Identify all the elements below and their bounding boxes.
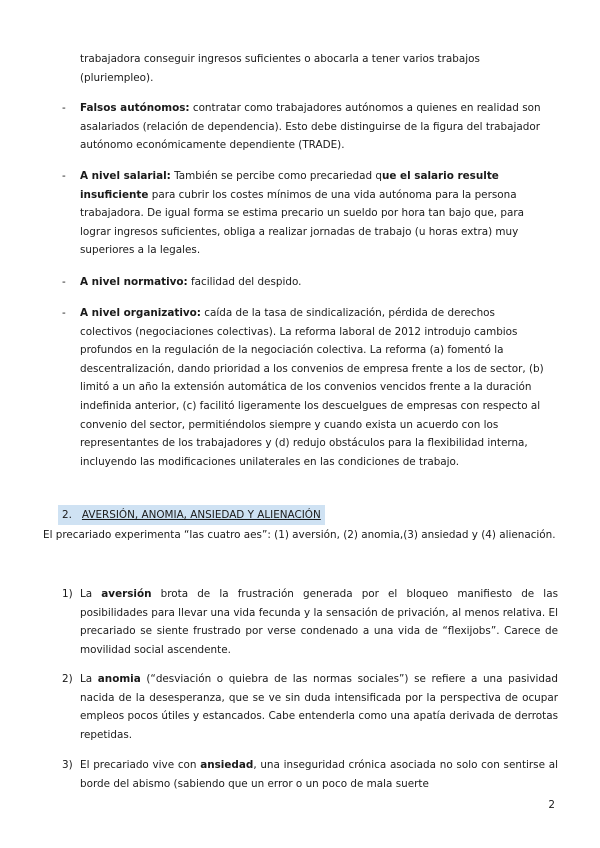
item-text: La: [80, 588, 102, 600]
section-heading: [58, 505, 325, 525]
bullet-dash: -: [62, 307, 66, 319]
item-number: 3): [62, 759, 73, 771]
bullet-nivel-normativo: [80, 273, 548, 292]
item-number: 1): [62, 588, 73, 600]
item-aversion: [80, 585, 558, 659]
item-anomia: [80, 670, 558, 744]
bullet-text: caída de la tasa de sindicalización, pérdida de derechos colectivos (negociaciones colectivas). La reforma laboral de 2012 introdujo cambios profundos en la regulación de la negociación colectiva. La reforma (a) fomentó la descentralización, dando prioridad a los convenios de empresa frente a los de sector, (b) limitó a un año la extensión automática de los convenios vencidos frente a la duración indefinida anterior, (c) facilitó ligeramente los descuelgues de empresas con respecto al convenio del sector, permitiéndolos siempre y cuando exista un acuerdo con los representantes de los trabajadores y (d) redujo obstáculos para la flexibilidad interna, incluyendo las modificaciones unilaterales en las condiciones de trabajo.: [80, 307, 544, 468]
bullet-emphasis: ue el salario resulte insuficiente: [80, 170, 499, 201]
bullet-text: También se percibe como precariedad q: [170, 170, 382, 182]
page-number: 2: [548, 799, 555, 811]
bullet-text: para cubrir los costes mínimos de una vida autónoma para la persona trabajadora. De igual forma se estima precario un sueldo por hora tan bajo que, para lograr ingresos suficientes, obliga a realizar jornadas de trabajo (u horas extra) muy superiores a la legales.: [80, 188, 524, 257]
item-text: (“desviación o quiebra de las normas sociales”) se refiere a una pasividad nacida de la desesperanza, que se ve sin duda intensificada por la perspectiva de ocupar empleos pocos útiles y estancados. Cabe entenderla como una apatía derivada de derrotas repetidas.: [80, 673, 558, 741]
item-term: anomia: [97, 673, 141, 685]
bullet-dash: -: [62, 276, 66, 288]
section-title: AVERSIÓN, ANOMIA, ANSIEDAD Y ALIENACIÓN: [81, 509, 321, 521]
section-number: 2.: [62, 509, 72, 521]
item-term: ansiedad: [200, 759, 254, 771]
bullet-text: facilidad del despido.: [187, 276, 302, 288]
item-text: El precariado vive con: [80, 759, 201, 771]
bullet-term: A nivel salarial:: [80, 170, 171, 182]
bullet-term: A nivel organizativo:: [80, 307, 201, 319]
item-number: 2): [62, 673, 73, 685]
bullet-nivel-organizativo: [80, 304, 548, 471]
bullet-term: Falsos autónomos:: [80, 102, 190, 114]
continuation-paragraph: trabajadora conseguir ingresos suficientes o abocarla a tener varios trabajos (pluriempleo).: [80, 53, 480, 84]
bullet-term: A nivel normativo:: [80, 276, 188, 288]
item-ansiedad: [80, 756, 558, 793]
item-term: aversión: [101, 588, 152, 600]
bullet-text: contratar como trabajadores autónomos a quienes en realidad son asalariados (relación de dependencia). Esto debe distinguirse de la figura del trabajador autónomo económicamente dependiente (TRADE).: [80, 102, 541, 152]
bullet-dash: -: [62, 170, 66, 182]
item-text: , una inseguridad crónica asociada no solo con sentirse al borde del abismo (sabiendo que un error o un poco de mala suerte: [80, 759, 558, 790]
item-text: brota de la frustración generada por el bloqueo manifiesto de las posibilidades para llevar una vida fecunda y la sensación de privación, al menos relativa. El precariado se siente frustrado por verse condenado a una vida de “flexijobs”. Carece de movilidad social ascendente.: [80, 588, 558, 656]
bullet-dash: -: [62, 102, 66, 114]
intro-paragraph: El precariado experimenta “las cuatro aes”: (1) aversión, (2) anomia,(3) ansiedad y (4) alienación.: [43, 529, 556, 541]
bullet-falsos-autonomos: [80, 99, 548, 155]
bullet-nivel-salarial: [80, 167, 548, 260]
item-text: La: [80, 673, 98, 685]
